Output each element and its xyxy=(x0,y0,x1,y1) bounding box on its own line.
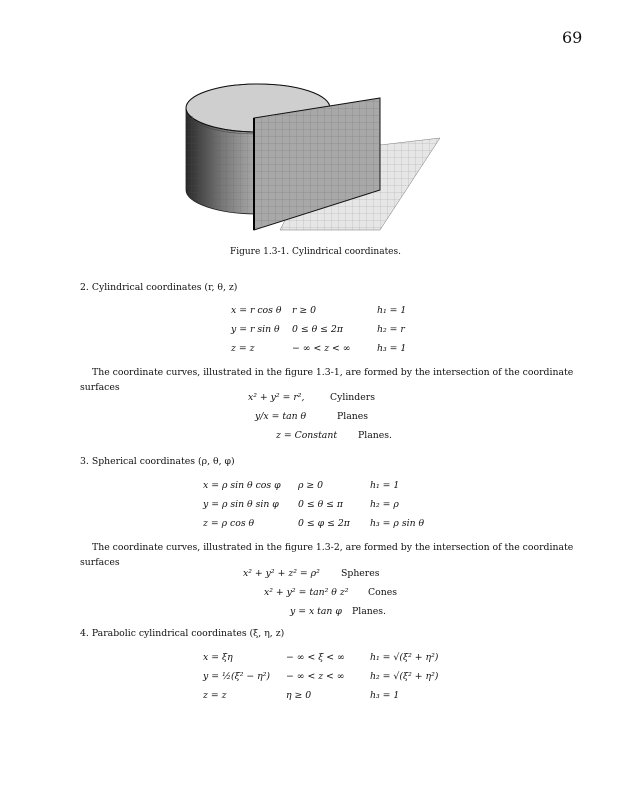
page-number: 69 xyxy=(562,28,583,47)
cyl-range-z: − ∞ < z < ∞ xyxy=(292,343,351,354)
cylindrical-coordinates-figure xyxy=(170,80,440,245)
sph-eq-y: y = ρ sin θ sin φ xyxy=(203,499,279,510)
para-eq-y: y = ½(ξ² − η²) xyxy=(203,671,271,682)
para-range-z: − ∞ < z < ∞ xyxy=(286,671,345,682)
section-2-paragraph-line-2: surfaces xyxy=(80,382,120,393)
sph-h1: h₁ = 1 xyxy=(370,480,400,491)
cyl-h3: h₃ = 1 xyxy=(377,343,407,354)
sph-eq-x: x = ρ sin θ cos φ xyxy=(203,480,281,491)
sph-surface-eq-1: x² + y² + z² = ρ² xyxy=(243,568,320,579)
cyl-eq-x: x = r cos θ xyxy=(231,305,282,316)
para-h3: h₃ = 1 xyxy=(370,690,400,701)
cyl-eq-y: y = r sin θ xyxy=(231,324,280,335)
para-range-xi: − ∞ < ξ < ∞ xyxy=(286,652,345,663)
cyl-h2: h₂ = r xyxy=(377,324,405,335)
para-eq-x: x = ξη xyxy=(203,652,233,663)
cyl-eq-z: z = z xyxy=(231,343,255,354)
sph-range-theta: 0 ≤ θ ≤ π xyxy=(298,499,344,510)
para-h1: h₁ = √(ξ² + η²) xyxy=(370,652,439,663)
sph-h3: h₃ = ρ sin θ xyxy=(370,518,425,529)
section-2-paragraph-line-1: The coordinate curves, illustrated in the figure 1.3-1, are formed by the intersection of the coordinate xyxy=(92,367,574,378)
figure-caption: Figure 1.3-1. Cylindrical coordinates. xyxy=(230,247,401,257)
cyl-surface-name-1: Cylinders xyxy=(330,392,375,403)
cyl-h1: h₁ = 1 xyxy=(377,305,407,316)
section-4-heading: 4. Parabolic cylindrical coordinates (ξ, η, z) xyxy=(80,628,285,639)
sph-surface-eq-3: y = x tan φ xyxy=(290,606,342,617)
cyl-range-theta: 0 ≤ θ ≤ 2π xyxy=(292,324,343,335)
cyl-surface-name-2: Planes xyxy=(337,411,369,422)
section-3-paragraph-line-1: The coordinate curves, illustrated in the figure 1.3-2, are formed by the intersection of the coordinate xyxy=(92,542,574,553)
cyl-surface-eq-1: x² + y² = r², xyxy=(248,392,305,403)
section-3-paragraph-line-2: surfaces xyxy=(80,557,120,568)
sph-eq-z: z = ρ cos θ xyxy=(203,518,255,529)
sph-surface-name-1: Spheres xyxy=(341,568,380,579)
section-2-heading: 2. Cylindrical coordinates (r, θ, z) xyxy=(80,282,238,293)
para-h2: h₂ = √(ξ² + η²) xyxy=(370,671,439,682)
cyl-surface-eq-2: y/x = tan θ xyxy=(255,411,307,422)
section-3-heading: 3. Spherical coordinates (ρ, θ, φ) xyxy=(80,456,235,467)
sph-surface-name-3: Planes. xyxy=(352,606,386,617)
cyl-range-r: r ≥ 0 xyxy=(292,305,317,316)
cyl-surface-eq-3: z = Constant xyxy=(276,430,338,441)
sph-h2: h₂ = ρ xyxy=(370,499,399,510)
sph-range-rho: ρ ≥ 0 xyxy=(298,480,324,491)
sph-surface-name-2: Cones xyxy=(368,587,397,598)
para-range-eta: η ≥ 0 xyxy=(286,690,312,701)
cyl-surface-name-3: Planes. xyxy=(358,430,392,441)
para-eq-z: z = z xyxy=(203,690,227,701)
sph-range-phi: 0 ≤ φ ≤ 2π xyxy=(298,518,350,529)
sph-surface-eq-2: x² + y² = tan² θ z² xyxy=(264,587,349,598)
